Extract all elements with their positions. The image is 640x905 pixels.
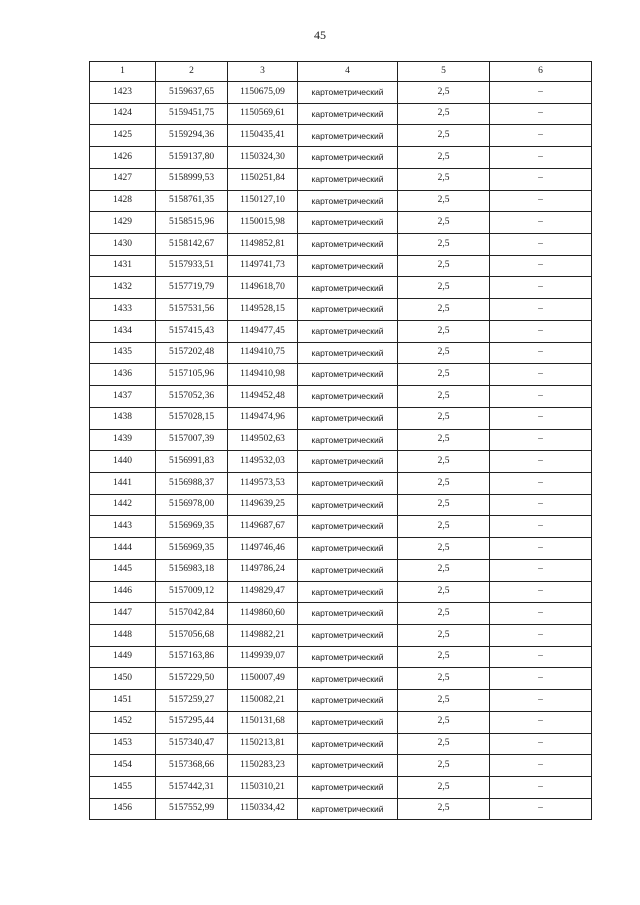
table-row [90, 234, 592, 256]
table-row [90, 342, 592, 364]
cell-point-number: 1447 [90, 603, 156, 625]
cell-x-coordinate: 5157295,44 [156, 711, 228, 733]
cell-x-coordinate: 5158761,35 [156, 190, 228, 212]
cell-point-number: 1450 [90, 668, 156, 690]
cell-point-number: 1455 [90, 777, 156, 799]
cell-accuracy: 2,5 [398, 147, 490, 169]
cell-y-coordinate: 1149829,47 [228, 581, 298, 603]
table-row [90, 125, 592, 147]
cell-method: картометрический [298, 299, 398, 321]
cell-description: – [490, 342, 592, 364]
cell-description: – [490, 277, 592, 299]
cell-description: – [490, 125, 592, 147]
cell-description: – [490, 103, 592, 125]
cell-accuracy: 2,5 [398, 733, 490, 755]
header-cell-accuracy: 5 [398, 62, 490, 82]
cell-method: картометрический [298, 624, 398, 646]
cell-y-coordinate: 1149532,03 [228, 451, 298, 473]
cell-y-coordinate: 1150283,23 [228, 755, 298, 777]
cell-y-coordinate: 1149741,73 [228, 255, 298, 277]
cell-method: картометрический [298, 538, 398, 560]
cell-point-number: 1444 [90, 538, 156, 560]
cell-x-coordinate: 5157007,39 [156, 429, 228, 451]
cell-accuracy: 2,5 [398, 494, 490, 516]
cell-accuracy: 2,5 [398, 798, 490, 820]
cell-accuracy: 2,5 [398, 82, 490, 104]
cell-accuracy: 2,5 [398, 472, 490, 494]
cell-method: картометрический [298, 559, 398, 581]
table-row [90, 299, 592, 321]
cell-method: картометрический [298, 407, 398, 429]
cell-method: картометрический [298, 342, 398, 364]
cell-y-coordinate: 1149528,15 [228, 299, 298, 321]
cell-point-number: 1427 [90, 168, 156, 190]
cell-x-coordinate: 5157042,84 [156, 603, 228, 625]
cell-description: – [490, 494, 592, 516]
cell-method: картометрический [298, 168, 398, 190]
cell-y-coordinate: 1150082,21 [228, 690, 298, 712]
cell-method: картометрический [298, 690, 398, 712]
cell-y-coordinate: 1150127,10 [228, 190, 298, 212]
cell-accuracy: 2,5 [398, 451, 490, 473]
header-row [90, 62, 592, 82]
cell-accuracy: 2,5 [398, 603, 490, 625]
cell-y-coordinate: 1150131,68 [228, 711, 298, 733]
cell-accuracy: 2,5 [398, 103, 490, 125]
cell-method: картометрический [298, 429, 398, 451]
cell-y-coordinate: 1149639,25 [228, 494, 298, 516]
cell-x-coordinate: 5156991,83 [156, 451, 228, 473]
table-header [90, 62, 592, 82]
cell-point-number: 1430 [90, 234, 156, 256]
cell-description: – [490, 711, 592, 733]
cell-method: картометрический [298, 733, 398, 755]
cell-y-coordinate: 1150007,49 [228, 668, 298, 690]
cell-description: – [490, 603, 592, 625]
cell-y-coordinate: 1149452,48 [228, 386, 298, 408]
cell-x-coordinate: 5159637,65 [156, 82, 228, 104]
table-row [90, 320, 592, 342]
table-row [90, 755, 592, 777]
table-row [90, 103, 592, 125]
cell-point-number: 1432 [90, 277, 156, 299]
cell-description: – [490, 386, 592, 408]
cell-point-number: 1424 [90, 103, 156, 125]
cell-accuracy: 2,5 [398, 168, 490, 190]
cell-y-coordinate: 1150324,30 [228, 147, 298, 169]
cell-x-coordinate: 5157340,47 [156, 733, 228, 755]
cell-y-coordinate: 1149786,24 [228, 559, 298, 581]
table-row [90, 798, 592, 820]
table-row [90, 212, 592, 234]
cell-description: – [490, 451, 592, 473]
cell-y-coordinate: 1149687,67 [228, 516, 298, 538]
cell-point-number: 1436 [90, 364, 156, 386]
cell-description: – [490, 407, 592, 429]
table-body [90, 82, 592, 820]
table-row [90, 733, 592, 755]
cell-accuracy: 2,5 [398, 190, 490, 212]
header-cell-description: 6 [490, 62, 592, 82]
cell-accuracy: 2,5 [398, 255, 490, 277]
table-row [90, 277, 592, 299]
cell-y-coordinate: 1150213,81 [228, 733, 298, 755]
cell-y-coordinate: 1149410,75 [228, 342, 298, 364]
cell-y-coordinate: 1149474,96 [228, 407, 298, 429]
cell-x-coordinate: 5156978,00 [156, 494, 228, 516]
cell-accuracy: 2,5 [398, 624, 490, 646]
cell-x-coordinate: 5157202,48 [156, 342, 228, 364]
cell-method: картометрический [298, 777, 398, 799]
cell-description: – [490, 690, 592, 712]
cell-point-number: 1434 [90, 320, 156, 342]
cell-point-number: 1456 [90, 798, 156, 820]
cell-accuracy: 2,5 [398, 386, 490, 408]
cell-point-number: 1431 [90, 255, 156, 277]
cell-method: картометрический [298, 386, 398, 408]
table-row [90, 559, 592, 581]
cell-y-coordinate: 1149410,98 [228, 364, 298, 386]
cell-description: – [490, 559, 592, 581]
cell-y-coordinate: 1149860,60 [228, 603, 298, 625]
cell-x-coordinate: 5157105,96 [156, 364, 228, 386]
table-row [90, 516, 592, 538]
cell-x-coordinate: 5158515,96 [156, 212, 228, 234]
cell-description: – [490, 190, 592, 212]
table-row [90, 472, 592, 494]
cell-point-number: 1437 [90, 386, 156, 408]
cell-x-coordinate: 5159294,36 [156, 125, 228, 147]
cell-x-coordinate: 5157531,56 [156, 299, 228, 321]
cell-point-number: 1440 [90, 451, 156, 473]
table-row [90, 429, 592, 451]
cell-method: картометрический [298, 190, 398, 212]
cell-point-number: 1451 [90, 690, 156, 712]
cell-y-coordinate: 1150251,84 [228, 168, 298, 190]
cell-x-coordinate: 5157368,66 [156, 755, 228, 777]
cell-accuracy: 2,5 [398, 711, 490, 733]
cell-method: картометрический [298, 668, 398, 690]
cell-point-number: 1429 [90, 212, 156, 234]
cell-point-number: 1441 [90, 472, 156, 494]
cell-method: картометрический [298, 277, 398, 299]
table-row [90, 646, 592, 668]
cell-description: – [490, 538, 592, 560]
cell-method: картометрический [298, 581, 398, 603]
cell-accuracy: 2,5 [398, 516, 490, 538]
cell-point-number: 1445 [90, 559, 156, 581]
cell-accuracy: 2,5 [398, 407, 490, 429]
cell-accuracy: 2,5 [398, 777, 490, 799]
table-row [90, 407, 592, 429]
cell-x-coordinate: 5157415,43 [156, 320, 228, 342]
cell-accuracy: 2,5 [398, 320, 490, 342]
cell-accuracy: 2,5 [398, 234, 490, 256]
cell-method: картометрический [298, 516, 398, 538]
cell-description: – [490, 516, 592, 538]
cell-method: картометрический [298, 234, 398, 256]
cell-method: картометрический [298, 451, 398, 473]
cell-x-coordinate: 5158999,53 [156, 168, 228, 190]
cell-method: картометрический [298, 212, 398, 234]
table-row [90, 190, 592, 212]
cell-point-number: 1433 [90, 299, 156, 321]
table-row [90, 364, 592, 386]
cell-method: картометрический [298, 798, 398, 820]
cell-y-coordinate: 1149746,46 [228, 538, 298, 560]
cell-x-coordinate: 5157259,27 [156, 690, 228, 712]
cell-description: – [490, 299, 592, 321]
cell-accuracy: 2,5 [398, 690, 490, 712]
table-row [90, 603, 592, 625]
cell-y-coordinate: 1149882,21 [228, 624, 298, 646]
cell-point-number: 1435 [90, 342, 156, 364]
coordinates-table [89, 61, 592, 820]
cell-y-coordinate: 1150310,21 [228, 777, 298, 799]
cell-y-coordinate: 1150435,41 [228, 125, 298, 147]
cell-description: – [490, 472, 592, 494]
cell-accuracy: 2,5 [398, 668, 490, 690]
cell-x-coordinate: 5157229,50 [156, 668, 228, 690]
cell-point-number: 1448 [90, 624, 156, 646]
cell-method: картометрический [298, 364, 398, 386]
cell-accuracy: 2,5 [398, 212, 490, 234]
cell-accuracy: 2,5 [398, 364, 490, 386]
cell-accuracy: 2,5 [398, 299, 490, 321]
cell-x-coordinate: 5156969,35 [156, 538, 228, 560]
cell-x-coordinate: 5157933,51 [156, 255, 228, 277]
cell-x-coordinate: 5157442,31 [156, 777, 228, 799]
cell-y-coordinate: 1149573,53 [228, 472, 298, 494]
table-row [90, 494, 592, 516]
cell-x-coordinate: 5157028,15 [156, 407, 228, 429]
cell-description: – [490, 646, 592, 668]
cell-method: картометрический [298, 494, 398, 516]
cell-description: – [490, 234, 592, 256]
cell-point-number: 1423 [90, 82, 156, 104]
cell-method: картометрический [298, 103, 398, 125]
cell-description: – [490, 320, 592, 342]
cell-description: – [490, 82, 592, 104]
cell-description: – [490, 777, 592, 799]
cell-method: картометрический [298, 82, 398, 104]
cell-x-coordinate: 5156988,37 [156, 472, 228, 494]
cell-method: картометрический [298, 147, 398, 169]
cell-description: – [490, 798, 592, 820]
header-cell-y: 3 [228, 62, 298, 82]
cell-y-coordinate: 1150334,42 [228, 798, 298, 820]
cell-accuracy: 2,5 [398, 581, 490, 603]
table-row [90, 386, 592, 408]
cell-x-coordinate: 5157552,99 [156, 798, 228, 820]
cell-method: картометрический [298, 255, 398, 277]
table-row [90, 624, 592, 646]
cell-method: картометрический [298, 755, 398, 777]
cell-description: – [490, 581, 592, 603]
table-row [90, 538, 592, 560]
cell-method: картометрический [298, 646, 398, 668]
cell-point-number: 1439 [90, 429, 156, 451]
cell-x-coordinate: 5157052,36 [156, 386, 228, 408]
cell-y-coordinate: 1149502,63 [228, 429, 298, 451]
cell-y-coordinate: 1149939,07 [228, 646, 298, 668]
table-row [90, 451, 592, 473]
cell-x-coordinate: 5156969,35 [156, 516, 228, 538]
cell-description: – [490, 212, 592, 234]
cell-method: картометрический [298, 125, 398, 147]
header-cell-x: 2 [156, 62, 228, 82]
cell-description: – [490, 733, 592, 755]
cell-x-coordinate: 5156983,18 [156, 559, 228, 581]
header-cell-point-number: 1 [90, 62, 156, 82]
cell-point-number: 1453 [90, 733, 156, 755]
page-number: 45 [314, 28, 326, 42]
cell-x-coordinate: 5159451,75 [156, 103, 228, 125]
cell-accuracy: 2,5 [398, 342, 490, 364]
cell-accuracy: 2,5 [398, 646, 490, 668]
cell-y-coordinate: 1149852,81 [228, 234, 298, 256]
cell-accuracy: 2,5 [398, 755, 490, 777]
table-row [90, 168, 592, 190]
cell-point-number: 1452 [90, 711, 156, 733]
cell-method: картометрический [298, 320, 398, 342]
cell-x-coordinate: 5157009,12 [156, 581, 228, 603]
cell-accuracy: 2,5 [398, 277, 490, 299]
table-row [90, 711, 592, 733]
cell-accuracy: 2,5 [398, 429, 490, 451]
cell-method: картометрический [298, 472, 398, 494]
cell-point-number: 1425 [90, 125, 156, 147]
cell-x-coordinate: 5157056,68 [156, 624, 228, 646]
table-row [90, 255, 592, 277]
cell-method: картометрический [298, 711, 398, 733]
cell-description: – [490, 755, 592, 777]
cell-y-coordinate: 1149477,45 [228, 320, 298, 342]
cell-point-number: 1454 [90, 755, 156, 777]
table-row [90, 777, 592, 799]
cell-description: – [490, 168, 592, 190]
cell-method: картометрический [298, 603, 398, 625]
cell-point-number: 1442 [90, 494, 156, 516]
header-cell-method: 4 [298, 62, 398, 82]
cell-description: – [490, 364, 592, 386]
cell-y-coordinate: 1150015,98 [228, 212, 298, 234]
cell-point-number: 1428 [90, 190, 156, 212]
cell-description: – [490, 624, 592, 646]
cell-y-coordinate: 1150569,61 [228, 103, 298, 125]
table-row [90, 581, 592, 603]
cell-point-number: 1438 [90, 407, 156, 429]
cell-description: – [490, 255, 592, 277]
cell-x-coordinate: 5157719,79 [156, 277, 228, 299]
cell-description: – [490, 429, 592, 451]
cell-x-coordinate: 5158142,67 [156, 234, 228, 256]
cell-description: – [490, 147, 592, 169]
table-row [90, 147, 592, 169]
cell-accuracy: 2,5 [398, 559, 490, 581]
cell-y-coordinate: 1149618,70 [228, 277, 298, 299]
cell-x-coordinate: 5157163,86 [156, 646, 228, 668]
cell-point-number: 1426 [90, 147, 156, 169]
cell-point-number: 1443 [90, 516, 156, 538]
cell-x-coordinate: 5159137,80 [156, 147, 228, 169]
cell-point-number: 1449 [90, 646, 156, 668]
cell-description: – [490, 668, 592, 690]
cell-accuracy: 2,5 [398, 125, 490, 147]
table-row [90, 668, 592, 690]
cell-point-number: 1446 [90, 581, 156, 603]
cell-y-coordinate: 1150675,09 [228, 82, 298, 104]
table-row [90, 82, 592, 104]
table-row [90, 690, 592, 712]
cell-accuracy: 2,5 [398, 538, 490, 560]
